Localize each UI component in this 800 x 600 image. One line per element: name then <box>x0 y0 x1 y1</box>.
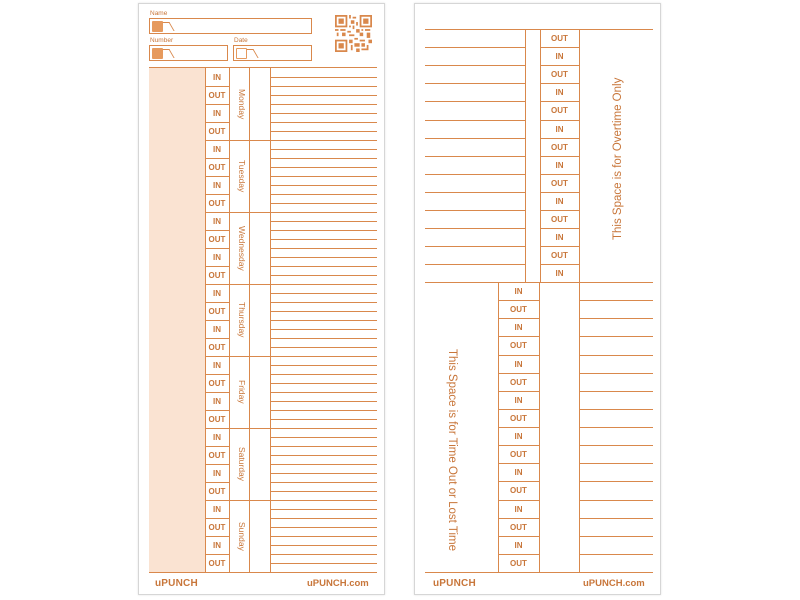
timeout-slot-label: IN <box>514 360 523 369</box>
entry-line <box>270 410 377 411</box>
timeout-slot-label: OUT <box>510 378 527 387</box>
date-label: Date <box>234 37 248 44</box>
entry-line <box>270 563 377 564</box>
slot-divider <box>498 355 539 356</box>
entry-line <box>579 536 653 537</box>
slot-divider <box>205 446 229 447</box>
entry-line <box>270 392 377 393</box>
entry-line <box>270 437 377 438</box>
entry-line <box>270 365 377 366</box>
entry-line <box>270 419 377 420</box>
timeout-slot-label: OUT <box>510 305 527 314</box>
column-divider <box>525 29 526 282</box>
footer-divider <box>149 572 377 573</box>
slot-divider <box>498 445 539 446</box>
entry-line <box>425 246 525 247</box>
slot-divider <box>498 536 539 537</box>
entry-line <box>270 275 377 276</box>
timeout-note-line1: This Space is for Time Out <box>446 349 458 485</box>
brand-url: uPUNCH.com <box>583 578 645 589</box>
punch-slot-label: IN <box>213 469 221 478</box>
punch-slot-label: OUT <box>208 451 226 460</box>
day-divider <box>205 428 377 429</box>
entry-line <box>270 257 377 258</box>
entry-line <box>270 158 377 159</box>
column-divider <box>229 68 230 572</box>
entry-line <box>425 65 525 66</box>
overtime-slot-label: OUT <box>551 106 568 115</box>
punch-slot-label: OUT <box>208 271 226 280</box>
day-divider <box>205 356 377 357</box>
entry-line <box>579 336 653 337</box>
qr-code-icon <box>335 15 372 52</box>
entry-line <box>579 481 653 482</box>
timeout-slot-label: OUT <box>510 486 527 495</box>
entry-line <box>270 203 377 204</box>
entry-line <box>425 210 525 211</box>
day-label: Monday <box>237 88 247 120</box>
entry-line <box>270 311 377 312</box>
field-notch <box>162 49 174 58</box>
entry-line <box>270 149 377 150</box>
day-divider <box>205 500 377 501</box>
punch-slot-label: IN <box>213 289 221 298</box>
entry-line <box>270 266 377 267</box>
slot-divider <box>498 409 539 410</box>
entry-line <box>270 122 377 123</box>
day-divider <box>205 140 377 141</box>
punch-slot-label: OUT <box>208 415 226 424</box>
overtime-slot-label: IN <box>555 88 564 97</box>
name-label: Name <box>150 10 168 17</box>
punch-slot-label: IN <box>213 181 221 190</box>
slot-divider <box>540 228 579 229</box>
overtime-slot-label: OUT <box>551 70 568 79</box>
timeout-note <box>445 349 458 551</box>
slot-divider <box>498 518 539 519</box>
entry-line <box>270 455 377 456</box>
overtime-slot-label: IN <box>555 197 564 206</box>
punch-slot-label: OUT <box>208 487 226 496</box>
slot-divider <box>205 194 229 195</box>
punch-slot-label: IN <box>213 73 221 82</box>
entry-line <box>270 77 377 78</box>
timeout-slot-label: OUT <box>510 341 527 350</box>
entry-line <box>270 86 377 87</box>
entry-line <box>270 509 377 510</box>
timeout-slot-label: IN <box>514 287 523 296</box>
slot-divider <box>540 246 579 247</box>
timeout-slot-label: OUT <box>510 450 527 459</box>
entry-line <box>270 545 377 546</box>
timeout-slot-label: IN <box>514 505 523 514</box>
brand-url: uPUNCH.com <box>307 578 369 589</box>
slot-divider <box>498 300 539 301</box>
punch-slot-label: OUT <box>208 523 226 532</box>
entry-line <box>270 482 377 483</box>
slot-divider <box>205 320 229 321</box>
entry-line <box>270 221 377 222</box>
timeout-slot-label: IN <box>514 541 523 550</box>
entry-line <box>425 120 525 121</box>
slot-divider <box>498 500 539 501</box>
timeout-slot-label: OUT <box>510 559 527 568</box>
slot-divider <box>498 336 539 337</box>
entry-line <box>270 167 377 168</box>
slot-divider <box>540 65 579 66</box>
column-divider <box>579 29 580 282</box>
date-field[interactable] <box>233 45 312 61</box>
overtime-slot-label: IN <box>555 161 564 170</box>
entry-line <box>425 83 525 84</box>
day-label: Friday <box>237 380 247 404</box>
entry-line <box>270 383 377 384</box>
day-divider <box>205 212 377 213</box>
slot-divider <box>498 427 539 428</box>
overtime-slot-label: OUT <box>551 34 568 43</box>
entry-line <box>579 355 653 356</box>
overtime-slot-label: IN <box>555 233 564 242</box>
punch-slot-label: OUT <box>208 379 226 388</box>
punch-slot-label: OUT <box>208 559 226 568</box>
slot-divider <box>540 120 579 121</box>
day-label: Thursday <box>237 302 247 338</box>
punch-slot-label: OUT <box>208 127 226 136</box>
name-field[interactable] <box>149 18 312 34</box>
entry-line <box>270 113 377 114</box>
slot-divider <box>540 156 579 157</box>
slot-divider <box>205 410 229 411</box>
entry-line <box>270 491 377 492</box>
entry-line <box>579 500 653 501</box>
footer-divider <box>425 572 653 573</box>
slot-divider <box>205 392 229 393</box>
entry-line <box>579 409 653 410</box>
slot-divider <box>498 463 539 464</box>
entry-line <box>270 104 377 105</box>
day-label: Saturday <box>237 446 247 482</box>
brand-logo: uPUNCH <box>155 578 198 589</box>
entry-line <box>425 264 525 265</box>
slot-divider <box>205 122 229 123</box>
slot-divider <box>205 374 229 375</box>
slot-divider <box>540 264 579 265</box>
entry-line <box>270 401 377 402</box>
punch-slot-label: IN <box>213 505 221 514</box>
entry-line <box>579 518 653 519</box>
punch-slot-label: IN <box>213 433 221 442</box>
timeout-slot-label: IN <box>514 323 523 332</box>
top-divider <box>425 29 653 30</box>
overtime-slot-label: OUT <box>551 143 568 152</box>
entry-line <box>579 373 653 374</box>
punch-slot-label: OUT <box>208 235 226 244</box>
slot-divider <box>205 338 229 339</box>
overtime-note: This Space is for Overtime Only <box>612 77 624 241</box>
slot-divider <box>498 391 539 392</box>
entry-line <box>270 518 377 519</box>
entry-line <box>270 293 377 294</box>
timeout-slot-label: IN <box>514 432 523 441</box>
brand-logo: uPUNCH <box>433 578 476 589</box>
timeout-slot-label: OUT <box>510 414 527 423</box>
slot-divider <box>205 104 229 105</box>
punch-slot-label: IN <box>213 325 221 334</box>
entry-line <box>270 347 377 348</box>
calendar-icon <box>236 48 247 59</box>
punch-slot-label: OUT <box>208 343 226 352</box>
entry-line <box>270 95 377 96</box>
entry-line <box>270 554 377 555</box>
punch-slot-label: OUT <box>208 199 226 208</box>
field-notch <box>162 22 174 31</box>
day-label: Tuesday <box>237 159 247 193</box>
entry-line <box>270 131 377 132</box>
entry-line <box>270 329 377 330</box>
entry-line <box>270 527 377 528</box>
day-label: Sunday <box>237 521 247 551</box>
person-icon <box>152 21 163 32</box>
entry-line <box>579 300 653 301</box>
slot-divider <box>205 176 229 177</box>
punch-slot-label: IN <box>213 109 221 118</box>
slot-divider <box>205 554 229 555</box>
slot-divider <box>498 554 539 555</box>
field-notch <box>246 49 258 58</box>
entry-line <box>579 318 653 319</box>
timeout-slot-label: OUT <box>510 523 527 532</box>
back-time-card <box>414 3 661 595</box>
entry-line <box>270 320 377 321</box>
overtime-slot-label: IN <box>555 52 564 61</box>
entry-line <box>270 230 377 231</box>
slot-divider <box>498 481 539 482</box>
slot-divider <box>205 266 229 267</box>
slot-divider <box>498 318 539 319</box>
entry-line <box>425 47 525 48</box>
entry-line <box>270 473 377 474</box>
id-badge-icon <box>152 48 163 59</box>
entry-line <box>270 536 377 537</box>
slot-divider <box>498 373 539 374</box>
slot-divider <box>540 210 579 211</box>
slot-divider <box>540 174 579 175</box>
entry-line <box>270 302 377 303</box>
entry-line <box>270 374 377 375</box>
entry-line <box>270 464 377 465</box>
punch-slot-label: IN <box>213 253 221 262</box>
slot-divider <box>205 482 229 483</box>
front-time-card <box>138 3 385 595</box>
timeout-slot-label: IN <box>514 468 523 477</box>
punch-slot-label: IN <box>213 361 221 370</box>
entry-line <box>425 156 525 157</box>
punch-slot-label: OUT <box>208 307 226 316</box>
slot-divider <box>205 302 229 303</box>
entry-line <box>270 194 377 195</box>
overtime-slot-label: OUT <box>551 179 568 188</box>
entry-line <box>270 248 377 249</box>
entry-line <box>270 446 377 447</box>
overtime-slot-label: IN <box>555 125 564 134</box>
entry-line <box>425 138 525 139</box>
entry-line <box>579 427 653 428</box>
column-divider <box>249 68 250 572</box>
overtime-slot-label: OUT <box>551 215 568 224</box>
column-divider <box>539 282 540 572</box>
shaded-column <box>149 68 205 572</box>
punch-slot-label: OUT <box>208 91 226 100</box>
entry-line <box>425 192 525 193</box>
punch-slot-label: IN <box>213 541 221 550</box>
punch-slot-label: IN <box>213 397 221 406</box>
slot-divider <box>205 518 229 519</box>
entry-line <box>579 445 653 446</box>
slot-divider <box>540 101 579 102</box>
slot-divider <box>205 464 229 465</box>
entry-line <box>270 239 377 240</box>
number-field[interactable] <box>149 45 228 61</box>
entry-line <box>270 338 377 339</box>
number-label: Number <box>150 37 174 44</box>
entry-line <box>270 176 377 177</box>
slot-divider <box>540 83 579 84</box>
timeout-slot-label: IN <box>514 396 523 405</box>
punch-slot-label: OUT <box>208 163 226 172</box>
punch-slot-label: IN <box>213 145 221 154</box>
entry-line <box>270 185 377 186</box>
day-divider <box>205 284 377 285</box>
overtime-slot-label: IN <box>555 269 564 278</box>
entry-line <box>425 101 525 102</box>
slot-divider <box>540 138 579 139</box>
entry-line <box>579 391 653 392</box>
entry-line <box>579 554 653 555</box>
overtime-slot-label: OUT <box>551 251 568 260</box>
entry-line <box>425 174 525 175</box>
timeout-note-line2: or Lost Time <box>446 487 458 551</box>
slot-divider <box>540 47 579 48</box>
punch-slot-label: IN <box>213 217 221 226</box>
slot-divider <box>205 536 229 537</box>
entry-line <box>579 463 653 464</box>
slot-divider <box>205 248 229 249</box>
day-label: Wednesday <box>237 225 247 271</box>
slot-divider <box>205 158 229 159</box>
entry-line <box>425 228 525 229</box>
slot-divider <box>205 86 229 87</box>
slot-divider <box>540 192 579 193</box>
slot-divider <box>205 230 229 231</box>
